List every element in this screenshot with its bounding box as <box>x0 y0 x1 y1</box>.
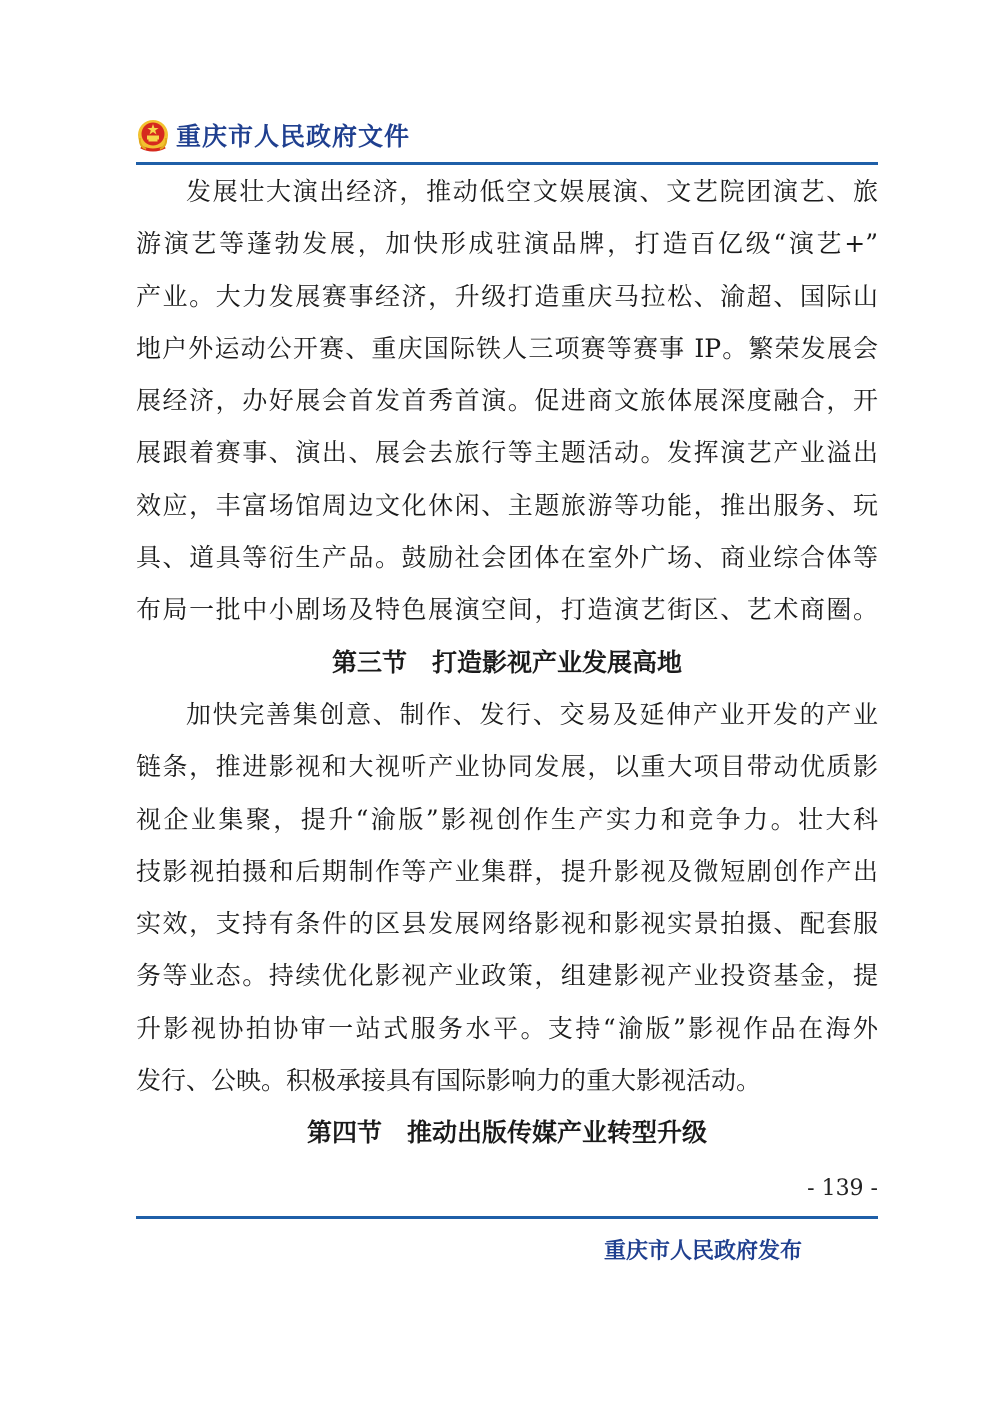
page-number: - 139 - <box>807 1176 878 1201</box>
body-line: 链条，推进影视和大视听产业协同发展，以重大项目带动优质影 <box>136 752 878 782</box>
body-line: 具、道具等衍生产品。鼓励社会团体在室外广场、商业综合体等 <box>136 543 878 573</box>
body-line: 游演艺等蓬勃发展，加快形成驻演品牌，打造百亿级“演艺+” <box>136 229 878 259</box>
body-line: 展跟着赛事、演出、展会去旅行等主题活动。发挥演艺产业溢出 <box>136 438 878 468</box>
section-heading: 第三节 打造影视产业发展高地 <box>331 647 682 677</box>
body-line: 展经济，办好展会首发首秀首演。促进商文旅体展深度融合，开 <box>136 386 878 416</box>
header-divider <box>136 162 878 165</box>
document-body <box>136 166 878 1160</box>
section-heading: 第四节 推动出版传媒产业转型升级 <box>306 1118 707 1148</box>
header-title: 重庆市人民政府文件 <box>176 122 411 151</box>
body-line: 产业。大力发展赛事经济，升级打造重庆马拉松、渝超、国际山 <box>136 281 878 311</box>
footer-publisher: 重庆市人民政府发布 <box>604 1239 803 1264</box>
document-header <box>136 112 878 158</box>
body-line: 发展壮大演出经济，推动低空文娱展演、文艺院团演艺、旅 <box>186 177 878 206</box>
body-line: 加快完善集创意、制作、发行、交易及延伸产业开发的产业 <box>186 699 878 729</box>
body-line: 地户外运动公开赛、重庆国际铁人三项赛等赛事 IP。繁荣发展会 <box>136 333 878 363</box>
national-emblem-icon <box>136 116 170 154</box>
body-line: 效应，丰富场馆周边文化休闲、主题旅游等功能，推出服务、玩 <box>136 490 878 520</box>
footer-divider <box>136 1216 878 1219</box>
body-line: 视企业集聚，提升“渝版”影视创作生产实力和竞争力。壮大科 <box>136 804 878 834</box>
body-line: 发行、公映。积极承接具有国际影响力的重大影视活动。 <box>136 1066 762 1096</box>
body-line: 布局一批中小剧场及特色展演空间，打造演艺街区、艺术商圈。 <box>136 595 878 625</box>
body-line: 技影视拍摄和后期制作等产业集群，提升影视及微短剧创作产出 <box>136 856 878 886</box>
body-line: 升影视协拍协审一站式服务水平。支持“渝版”影视作品在海外 <box>136 1013 878 1043</box>
body-line: 务等业态。持续优化影视产业政策，组建影视产业投资基金，提 <box>136 961 878 991</box>
body-line: 实效，支持有条件的区县发展网络影视和影视实景拍摄、配套服 <box>136 909 878 939</box>
